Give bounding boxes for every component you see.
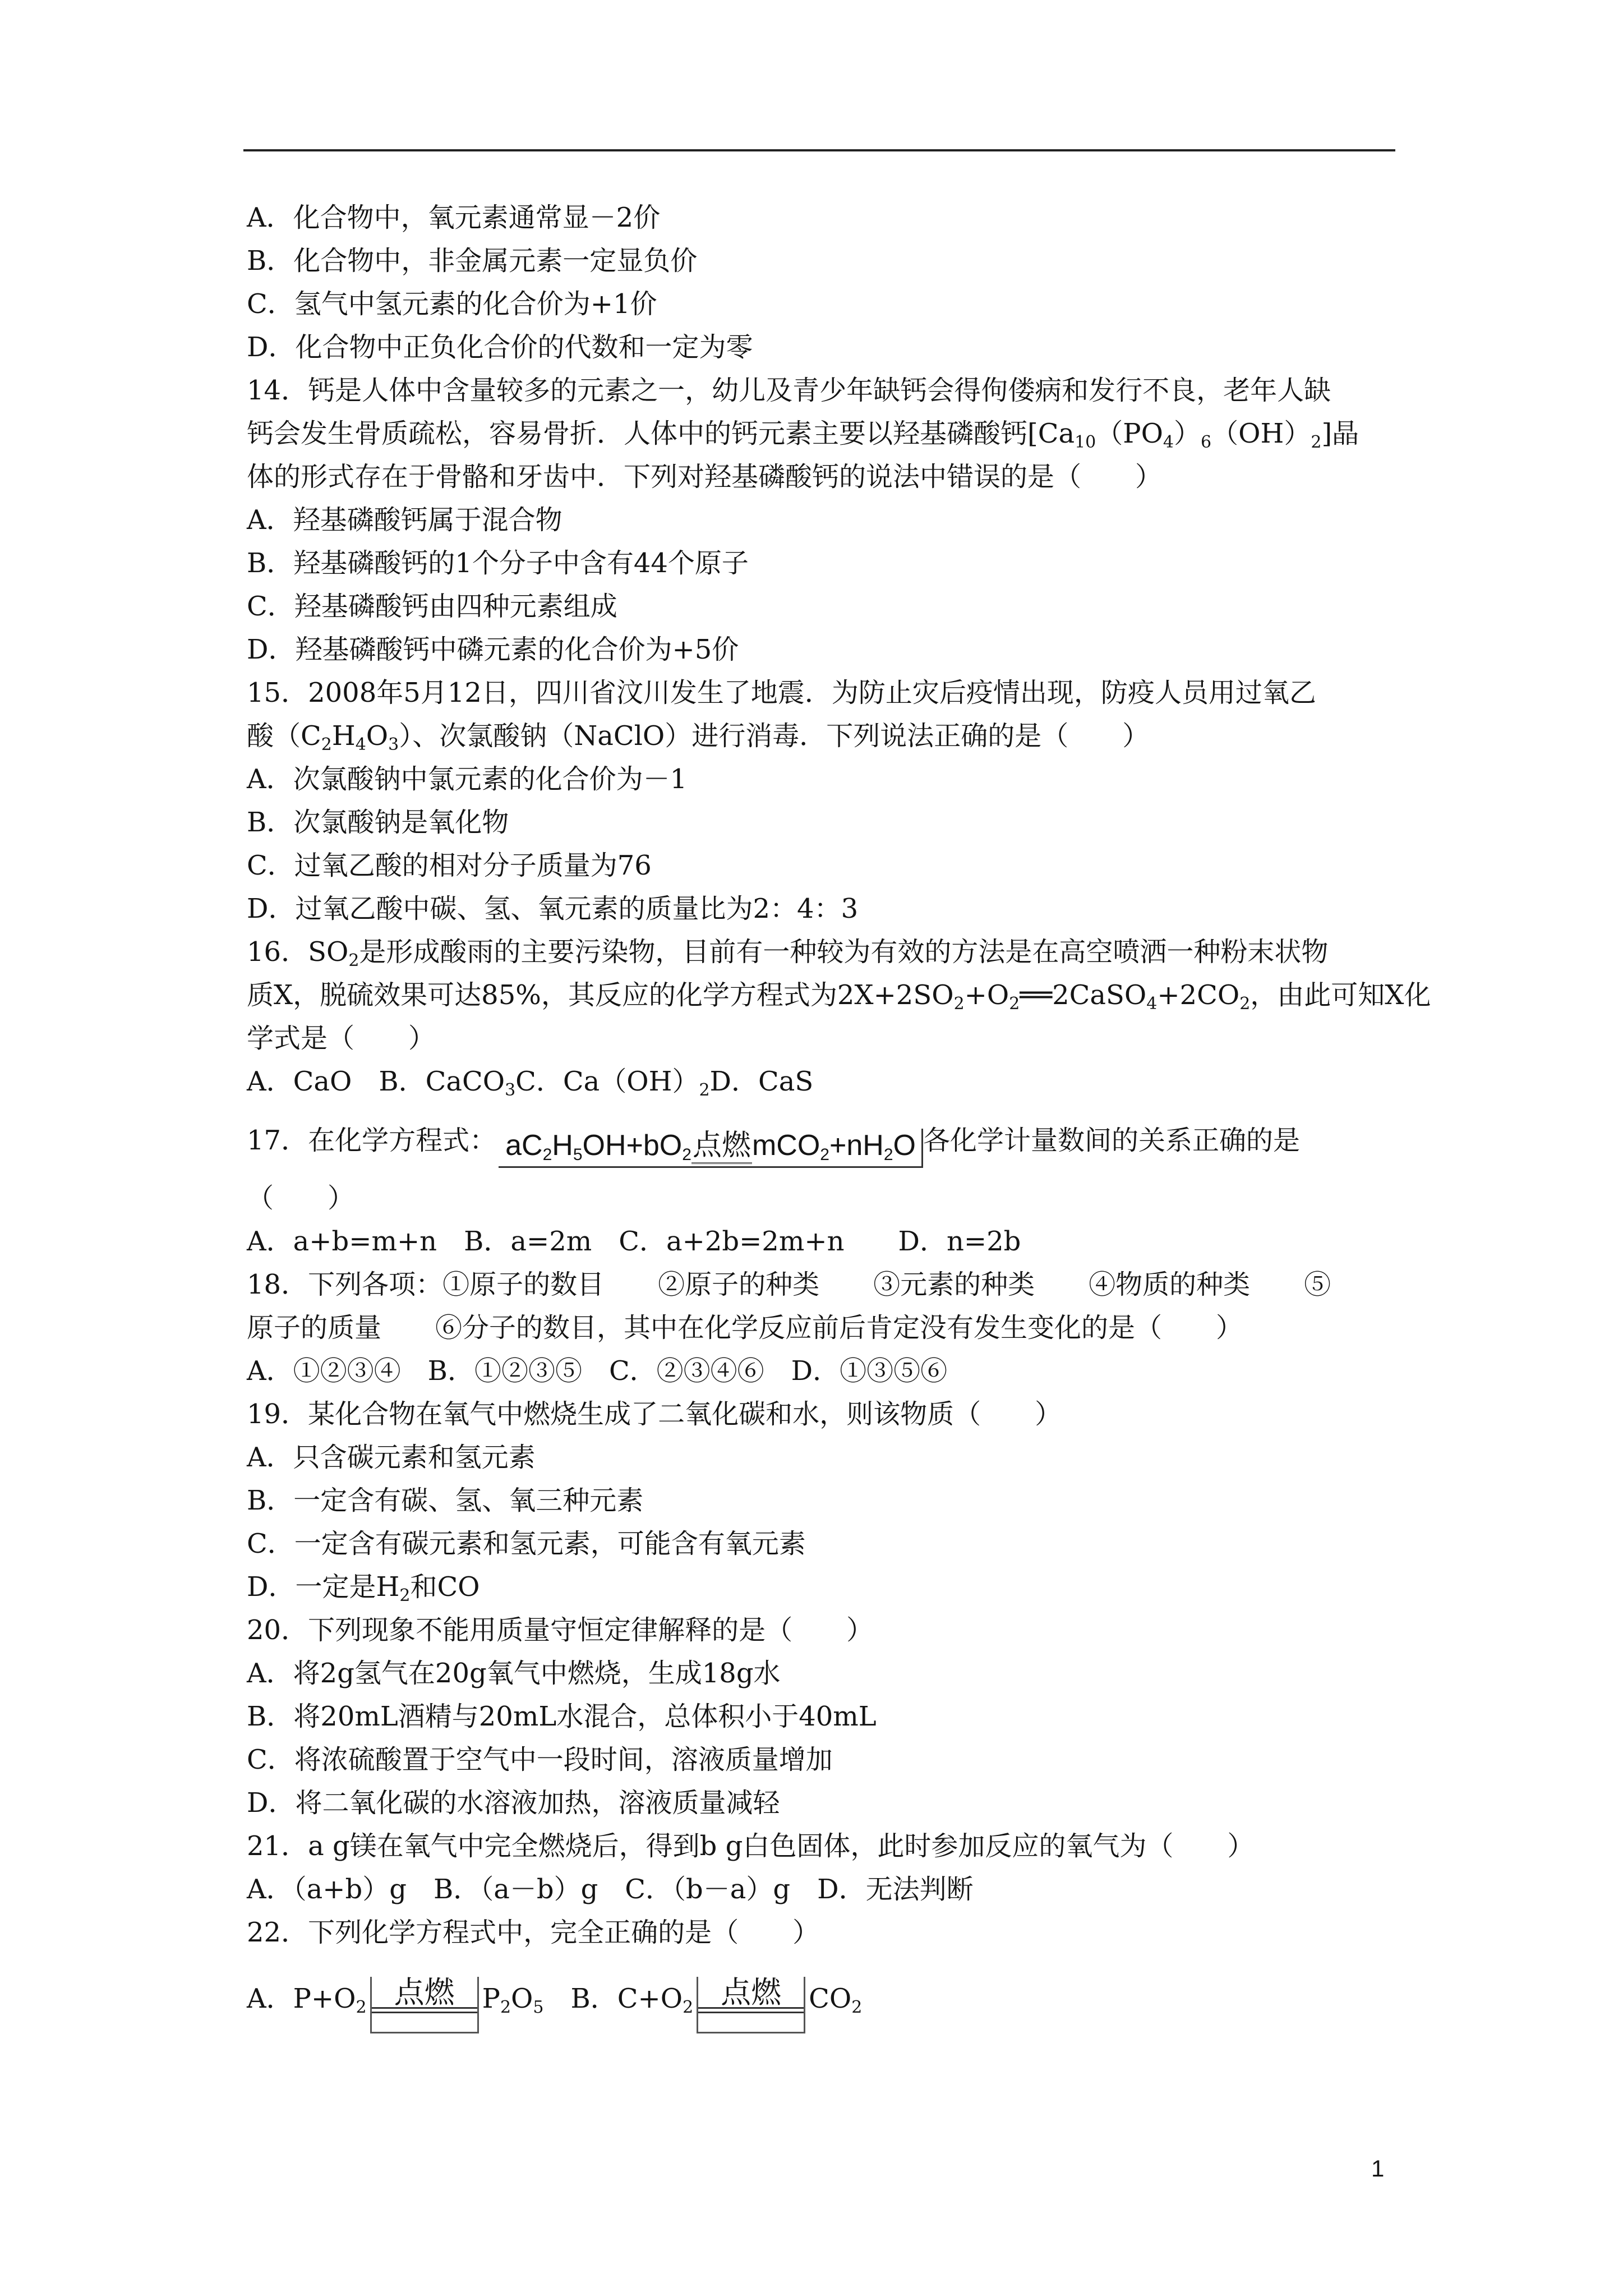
q16-stem-line-2: 质X，脱硫效果可达85%，其反应的化学方程式为$2X+2SO_2+O_2══2CaSO_4+2CO_2$，由此可知X化 (247, 979, 1431, 1014)
q17-condition: 点燃 (691, 1129, 752, 1164)
q20-stem: 20．下列现象不能用质量守恒定律解释的是（ ） (247, 1614, 874, 1646)
q17-options: A．a+b=m+n B．a=2m C．a+2b=2m+n D．n=2b (247, 1226, 1021, 1257)
header-rule (243, 149, 1395, 151)
q13-option-d: D．化合物中正负化合价的代数和一定为零 (247, 332, 753, 363)
q20-option-c: C．将浓硫酸置于空气中一段时间，溶液质量增加 (247, 1744, 833, 1775)
q15-option-d: D．过氧乙酸中碳、氢、氧元素的质量比为2：4：3 (247, 893, 859, 924)
q19-option-c: C．一定含有碳元素和氢元素，可能含有氧元素 (247, 1528, 806, 1559)
q13-option-b: B．化合物中，非金属元素一定显负价 (247, 245, 698, 277)
q16-stem-line-3: 学式是（ ） (247, 1023, 436, 1054)
q15-option-a: A．次氯酸钠中氯元素的化合价为－1 (247, 763, 688, 795)
q13-option-c: C．氢气中氢元素的化合价为+1价 (247, 288, 657, 320)
q14-option-d: D．羟基磷酸钙中磷元素的化合价为+5价 (247, 634, 739, 665)
q14-stem-line-2: 钙会发生骨质疏松，容易骨折．人体中的钙元素主要以羟基磷酸钙$[Ca_{10}(PO_4)_6(OH)_2]$晶 (247, 418, 1359, 452)
q22-b-equation-box: 点燃 (697, 1977, 805, 2033)
q21-options: A．（a+b）g B．（a－b）g C．（b－a）g D．无法判断 (247, 1874, 974, 1905)
q14-option-a: A．羟基磷酸钙属于混合物 (247, 504, 562, 536)
q18-stem-line-2: 原子的质量 ⑥分子的数目，其中在化学反应前后肯定没有发生变化的是（ ） (247, 1312, 1243, 1343)
q20-option-d: D．将二氧化碳的水溶液加热，溶液质量减轻 (247, 1787, 780, 1819)
q17-answer-paren: （ ） (247, 1182, 355, 1214)
q17-stem: 17．在化学方程式： $aC_2H_5OH+bO_2$点燃$mCO_2+nH_2O$ 各化学计量数间的关系正确的是 (247, 1119, 1396, 1162)
q15-stem-line-2: 酸$(C_2H_4O_3)$、次氯酸钠（NaClO）进行消毒．下列说法正确的是（ ） (247, 720, 1150, 754)
q17-equation-image: $aC_2H_5OH+bO_2$点燃$mCO_2+nH_2O$ (499, 1129, 923, 1168)
q19-option-a: A．只含碳元素和氢元素 (247, 1442, 536, 1473)
q18-options: A．①②③④ B．①②③⑤ C．②③④⑥ D．①③⑤⑥ (247, 1355, 948, 1387)
page-number: 1 (1371, 2155, 1385, 2182)
q19-option-b: B．一定含有碳、氢、氧三种元素 (247, 1485, 644, 1516)
q16-options: A．CaO B．CaCO$_3$C．$Ca(OH)_2D$．CaS (247, 1066, 814, 1100)
q22-stem: 22．下列化学方程式中，完全正确的是（ ） (247, 1917, 820, 1948)
q15-option-b: B．次氯酸钠是氧化物 (247, 807, 509, 838)
q14-stem-line-3: 体的形式存在于骨骼和牙齿中．下列对羟基磷酸钙的说法中错误的是（ ） (247, 461, 1163, 493)
q13-option-a: A．化合物中，氧元素通常显－2价 (247, 202, 661, 233)
document-body (247, 196, 1431, 2020)
q19-option-d: D．一定是$H_2$和CO (247, 1571, 480, 1605)
q15-option-c: C．过氧乙酸的相对分子质量为76 (247, 850, 652, 881)
q19-stem: 19．某化合物在氧气中燃烧生成了二氧化碳和水，则该物质（ ） (247, 1398, 1062, 1430)
q14-option-b: B．羟基磷酸钙的1个分子中含有44个原子 (247, 547, 749, 579)
q21-stem: 21．a g镁在氧气中完全燃烧后，得到b g白色固体，此时参加反应的氧气为（ ） (247, 1830, 1255, 1862)
q22-options: A．$P+O_2$ 点燃 $P_2O_5$ B．$C+O_2$ 点燃 $CO_2$ (247, 1977, 1396, 2020)
q15-stem-line-1: 15．2008年5月12日，四川省汶川发生了地震．为防止灾后疫情出现，防疫人员用过氧乙 (247, 677, 1316, 708)
q14-option-c: C．羟基磷酸钙由四种元素组成 (247, 591, 617, 622)
q20-option-b: B．将20mL酒精与20mL水混合，总体积小于40mL (247, 1701, 877, 1732)
q22-a-equation-box: 点燃 (370, 1977, 479, 2033)
q14-stem-line-1: 14．钙是人体中含量较多的元素之一，幼儿及青少年缺钙会得佝偻病和发行不良，老年人缺 (247, 375, 1331, 406)
q20-option-a: A．将2g氢气在20g氧气中燃烧，生成18g水 (247, 1658, 781, 1689)
q16-stem-line-1: 16．$SO_2$是形成酸雨的主要污染物，目前有一种较为有效的方法是在高空喷洒一种粉末状物 (247, 936, 1329, 970)
q18-stem-line-1: 18．下列各项：①原子的数目 ②原子的种类 ③元素的种类 ④物质的种类 ⑤ (247, 1269, 1331, 1300)
